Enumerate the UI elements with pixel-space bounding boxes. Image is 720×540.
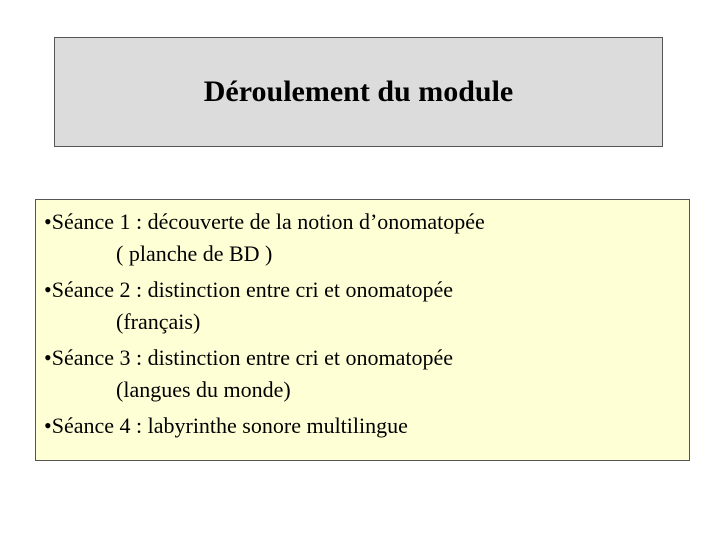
list-item-continuation: ( planche de BD ): [116, 241, 273, 266]
list-item-text: Séance 3 : distinction entre cri et onomatopée: [51, 345, 454, 370]
list-item-text: Séance 1 : découverte de la notion d’onomatopée: [51, 209, 485, 234]
list-item: [44, 204, 681, 272]
session-list: [35, 199, 690, 461]
list-item-line: [44, 204, 681, 240]
list-item-continuation: (langues du monde): [116, 377, 291, 402]
list-item-line: [44, 408, 681, 444]
list-item: [44, 340, 681, 408]
list-item-line: [44, 340, 681, 376]
list-item: [44, 408, 681, 444]
list-item-continuation: (français): [116, 309, 201, 334]
list-item-text: Séance 2 : distinction entre cri et onomatopée: [51, 277, 454, 302]
title-box: [54, 37, 663, 147]
bullet-icon: •: [44, 413, 52, 438]
list-item-text: Séance 4 : labyrinthe sonore multilingue: [51, 413, 408, 438]
list-item: [44, 272, 681, 340]
page-title: Déroulement du module: [203, 75, 514, 108]
bullet-icon: •: [44, 277, 52, 302]
bullet-icon: •: [44, 345, 52, 370]
bullet-icon: •: [44, 209, 52, 234]
list-item-line: [44, 272, 681, 308]
